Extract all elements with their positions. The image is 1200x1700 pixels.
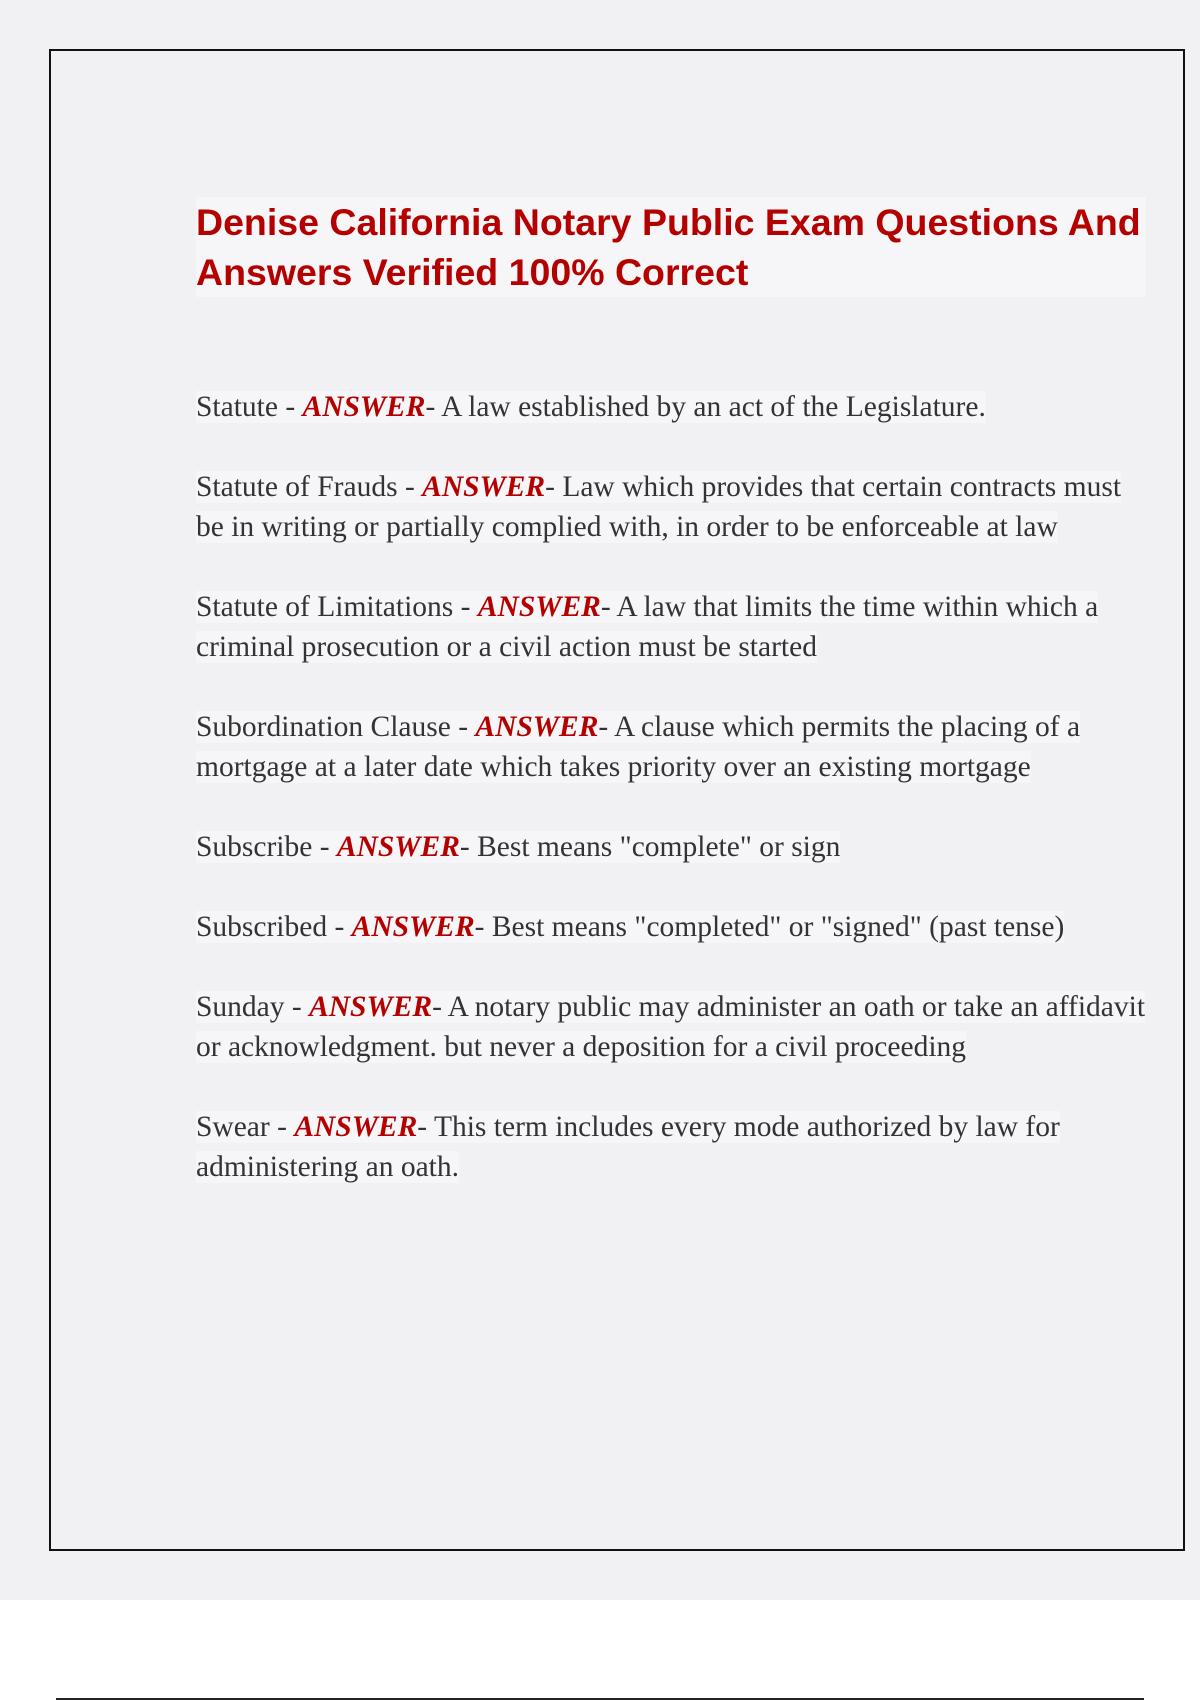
qa-term: Swear (196, 1111, 270, 1143)
qa-entry (196, 1107, 1146, 1187)
qa-entry (196, 907, 1146, 947)
qa-answer: - A notary public may administer an oath or take an affidavit or acknowledgment. but never a deposition for a civil proceeding (196, 991, 1146, 1063)
qa-separator: - (269, 1111, 295, 1143)
qa-entry-text (196, 471, 1121, 543)
qa-entry-text (196, 991, 1145, 1063)
document-content (196, 197, 1146, 1227)
qa-entry (196, 387, 1146, 427)
qa-entry (196, 467, 1146, 547)
qa-entry-text (196, 911, 1064, 943)
document-page (49, 49, 1185, 1551)
qa-entry-text (196, 831, 840, 863)
qa-entry (196, 827, 1146, 867)
qa-term: Statute (196, 391, 278, 423)
qa-term: Subordination Clause (196, 711, 451, 743)
qa-separator: - (450, 711, 476, 743)
qa-term: Subscribed (196, 911, 328, 943)
qa-separator: - (284, 991, 310, 1023)
qa-list (196, 387, 1146, 1187)
qa-term: Statute of Frauds (196, 471, 398, 503)
answer-label: ANSWER (475, 711, 599, 743)
answer-label: ANSWER (302, 391, 426, 423)
qa-answer: - Law which provides that certain contracts must be in writing or partially complied with, in order to be enforceable at law (196, 471, 1122, 543)
answer-label: ANSWER (351, 911, 475, 943)
qa-term: Statute of Limitations (196, 591, 454, 623)
qa-answer: - Best means "completed" or "signed" (past tense) (474, 911, 1065, 943)
answer-label: ANSWER (294, 1111, 418, 1143)
qa-answer: - This term includes every mode authorized by law for administering an oath. (196, 1111, 1060, 1183)
qa-entry (196, 987, 1146, 1067)
qa-entry-text (196, 1111, 1060, 1183)
answer-label: ANSWER (477, 591, 601, 623)
qa-entry-text (196, 391, 986, 423)
answer-label: ANSWER (336, 831, 460, 863)
qa-answer: - A law established by an act of the Legislature. (425, 391, 986, 423)
qa-answer: - A clause which permits the placing of a mortgage at a later date which takes priority over an existing mortgage (196, 711, 1081, 783)
qa-entry (196, 587, 1146, 667)
qa-entry-text (196, 711, 1080, 783)
qa-entry (196, 707, 1146, 787)
document-title: Denise California Notary Public Exam Questions And Answers Verified 100% Correct (196, 197, 1146, 297)
qa-term: Subscribe (196, 831, 313, 863)
page-bottom-margin (0, 1600, 1200, 1700)
qa-separator: - (312, 831, 337, 863)
qa-separator: - (327, 911, 352, 943)
qa-separator: - (397, 471, 423, 503)
qa-term: Sunday (196, 991, 285, 1023)
answer-label: ANSWER (422, 471, 546, 503)
qa-separator: - (453, 591, 478, 623)
qa-entry-text (196, 591, 1098, 663)
qa-answer: - A law that limits the time within which a criminal prosecution or a civil action must be started (196, 591, 1099, 663)
answer-label: ANSWER (309, 991, 433, 1023)
qa-answer: - Best means "complete" or sign (459, 831, 841, 863)
qa-separator: - (277, 391, 303, 423)
